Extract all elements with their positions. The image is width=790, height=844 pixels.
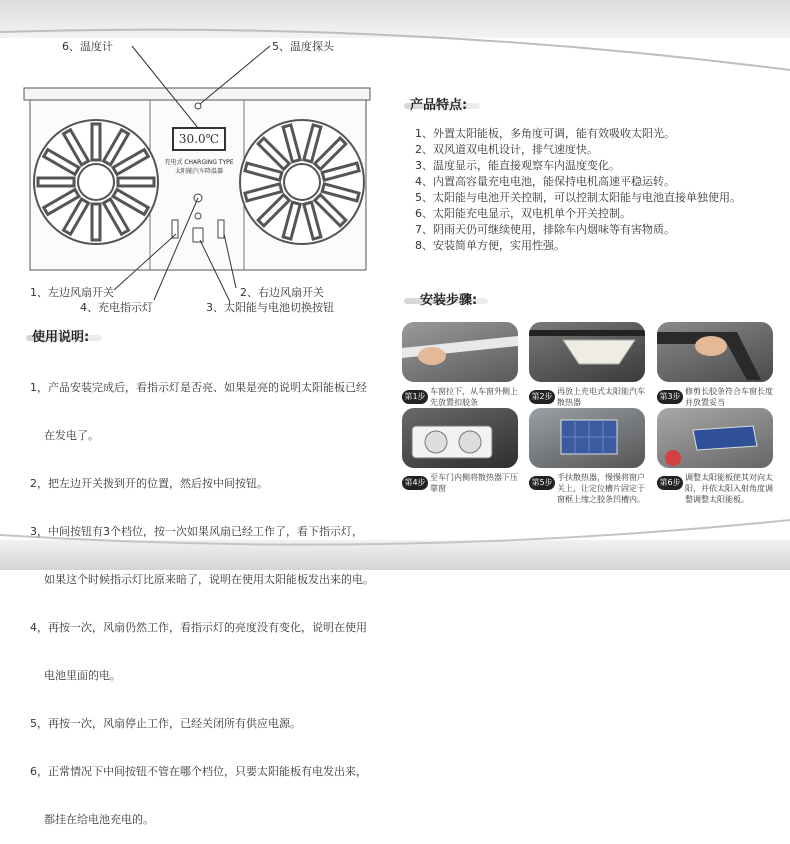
callout-solar-battery-button: 3、太阳能与电池切换按钮: [206, 301, 334, 314]
feature-item: 3、温度显示，能直接观察车内温度变化。: [415, 159, 620, 172]
step-2-text: 再放上充电式太阳能汽车散热器: [557, 387, 645, 407]
callout-left-fan-switch: 1、左边风扇开关: [30, 286, 114, 299]
step-5-image: [529, 408, 645, 468]
step-5-badge: 第5步: [529, 476, 555, 490]
step-3-text: 修剪长胶条符合车窗长度并放置妥当: [685, 387, 773, 407]
feature-item: 4、内置高容量充电电池，能保持电机高速平稳运转。: [415, 175, 675, 188]
usage-item: 都挂在给电池充电的。: [30, 813, 154, 826]
usage-item: 6，正常情况下中间按钮不管在哪个档位，只要太阳能板有电发出来，: [30, 765, 367, 778]
feature-item: 2、双风道双电机设计，排气速度快。: [415, 143, 598, 156]
step-2-badge: 第2步: [529, 390, 555, 404]
step-1-text: 车窗拉下，从车窗外侧上先放置扣胶条: [430, 387, 518, 407]
step-5-text: 手扶散热器，慢慢将窗户关上，让定位槽片固定于窗框上缘之胶条凹槽内。: [557, 473, 645, 504]
usage-item: 1，产品安装完成后，看指示灯是否亮、如果是亮的说明太阳能板已经: [30, 381, 367, 394]
features-list: [415, 126, 785, 254]
feature-item: 1、外置太阳能板，多角度可调，能有效吸收太阳光。: [415, 127, 675, 140]
usage-item: 如果这个时候指示灯比原来暗了，说明在使用太阳能板发出来的电。: [30, 573, 374, 586]
usage-list: [30, 348, 398, 844]
usage-item: 3，中间按钮有3个档位，按一次如果风扇已经工作了，看下指示灯，: [30, 525, 363, 538]
step-1-image: [402, 322, 518, 382]
step-6-image: [657, 408, 773, 468]
feature-item: 5、太阳能与电池开关控制，可以控制太阳能与电池直接单独使用。: [415, 191, 741, 204]
usage-item: 2，把左边开关拨到开的位置，然后按中间按钮。: [30, 477, 268, 490]
step-4-badge: 第4步: [402, 476, 428, 490]
usage-item: 5，再按一次，风扇停止工作，已经关闭所有供应电源。: [30, 717, 301, 730]
device-label-line1: 充电式 CHARGING TYPE: [164, 159, 234, 166]
usage-item: 4，再按一次，风扇仍然工作，看指示灯的亮度没有变化，说明在使用: [30, 621, 367, 634]
usage-item: 电池里面的电。: [30, 669, 121, 682]
step-3-image: [657, 322, 773, 382]
feature-item: 8、安装简单方便，实用性强。: [415, 239, 565, 252]
step-6-text: 调整太阳能板使其对向太阳，并依太阳入射角度调整调整太阳能板。: [685, 473, 773, 504]
step-3-badge: 第3步: [657, 390, 683, 404]
features-title: 产品特点:: [410, 98, 468, 113]
step-6-badge: 第6步: [657, 476, 683, 490]
usage-title: 使用说明:: [32, 330, 90, 345]
thermometer-display: 30.0℃: [178, 132, 220, 146]
feature-item: 6、太阳能充电显示，双电机单个开关控制。: [415, 207, 631, 220]
feature-item: 7、阴雨天仍可继续使用，排除车内烟味等有害物质。: [415, 223, 675, 236]
install-title: 安装步骤:: [420, 293, 478, 308]
step-2-image: [529, 322, 645, 382]
callout-right-fan-switch: 2、右边风扇开关: [240, 286, 324, 299]
step-1-badge: 第1步: [402, 390, 428, 404]
step-4-text: 至车门内侧将散热器下压靠窗: [430, 473, 518, 493]
callout-temp-probe: 5、温度探头: [272, 40, 334, 53]
callout-charge-indicator: 4、充电指示灯: [80, 301, 153, 314]
step-4-image: [402, 408, 518, 468]
usage-item: 在发电了。: [30, 429, 99, 442]
device-label-line2: 太阳能汽车降温器: [174, 168, 223, 175]
callout-thermometer: 6、温度计: [62, 40, 113, 53]
